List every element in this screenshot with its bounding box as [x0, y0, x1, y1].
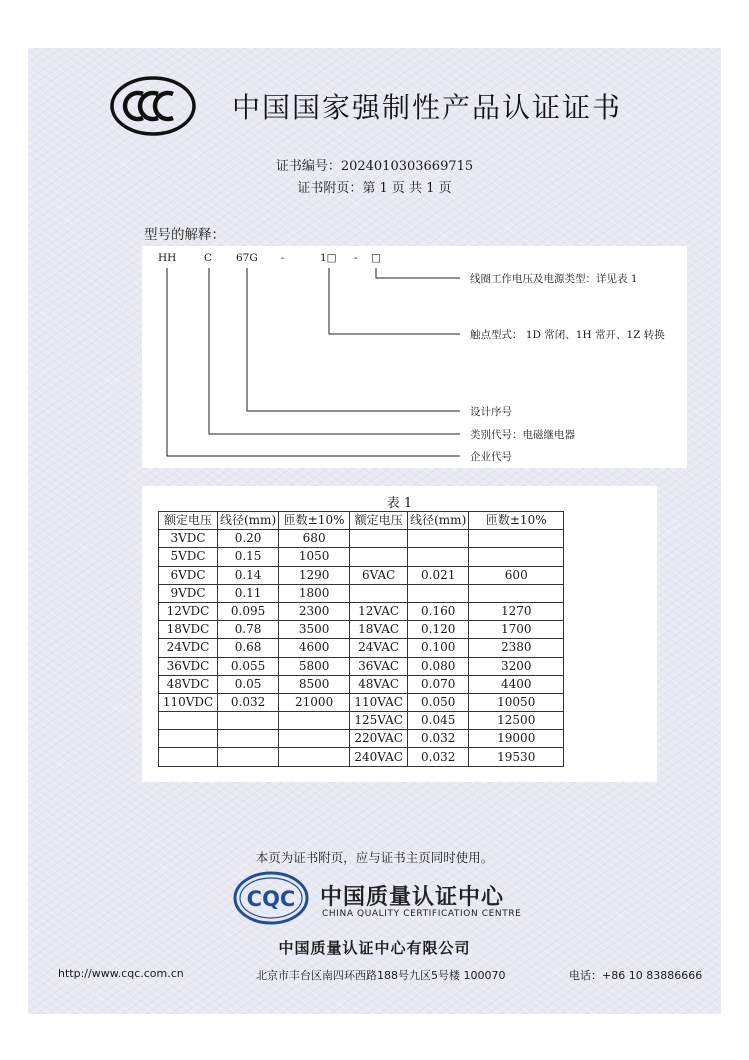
- table-row: [159, 675, 564, 693]
- table-cell: 4400: [469, 675, 564, 693]
- attachment-note: 本页为证书附页，应与证书主页同时使用。: [255, 850, 494, 865]
- explanation-design-serial: 设计序号: [470, 406, 512, 418]
- table-row: [159, 602, 564, 620]
- certificate-number: [0, 155, 749, 174]
- header-turns-dc: 匝数±10%: [279, 512, 350, 530]
- company-address: 北京市丰台区南四环西路188号九区5号楼 100070: [256, 969, 506, 982]
- table-cell: 21000: [279, 693, 350, 711]
- table-cell: 0.095: [218, 602, 279, 620]
- header-turns-ac: 匝数±10%: [469, 512, 564, 530]
- table-cell: 1050: [279, 548, 350, 566]
- table-cell: 12VAC: [350, 602, 408, 620]
- table-cell: [159, 748, 218, 766]
- model-part-c: C: [204, 252, 213, 264]
- table-cell: 0.070: [408, 675, 469, 693]
- explanation-category-code: 类别代号：电磁继电器: [470, 429, 575, 441]
- coil-spec-table-body: [159, 512, 564, 767]
- table-row: [159, 548, 564, 566]
- table-cell: 6VAC: [350, 566, 408, 584]
- table-cell: [159, 730, 218, 748]
- explanation-contact-type: 触点型式： 1D 常闭、1H 常开、1Z 转换: [470, 329, 665, 341]
- table-cell: 24VDC: [159, 639, 218, 657]
- table-row: [159, 566, 564, 584]
- table-cell: 0.045: [408, 712, 469, 730]
- table-header-row: [159, 512, 564, 530]
- certificate-number-label: 证书编号：: [275, 159, 341, 174]
- table-cell: [408, 548, 469, 566]
- table-cell: 12VDC: [159, 602, 218, 620]
- table-cell: [469, 530, 564, 548]
- table-cell: 0.100: [408, 639, 469, 657]
- table-cell: 0.055: [218, 657, 279, 675]
- model-part-hh: HH: [158, 252, 177, 264]
- model-part-67g: 67G: [236, 252, 258, 264]
- table-cell: 5800: [279, 657, 350, 675]
- table-cell: [279, 748, 350, 766]
- table-cell: 0.14: [218, 566, 279, 584]
- header-rated-voltage-dc: 额定电压: [159, 512, 218, 530]
- table-cell: 2380: [469, 639, 564, 657]
- table-cell: 1270: [469, 602, 564, 620]
- table-cell: [350, 530, 408, 548]
- table-cell: 0.032: [408, 730, 469, 748]
- table-cell: 19530: [469, 748, 564, 766]
- table-cell: [408, 584, 469, 602]
- table-row: [159, 584, 564, 602]
- explanation-enterprise-code: 企业代号: [470, 451, 512, 463]
- table-cell: [408, 530, 469, 548]
- table-cell: 0.20: [218, 530, 279, 548]
- table-cell: 36VAC: [350, 657, 408, 675]
- table-cell: [279, 712, 350, 730]
- table-cell: 240VAC: [350, 748, 408, 766]
- table-cell: 0.15: [218, 548, 279, 566]
- table-title: 表 1: [386, 496, 413, 511]
- model-explanation-diagram: [142, 246, 687, 468]
- table-cell: 0.032: [408, 748, 469, 766]
- table-cell: 0.05: [218, 675, 279, 693]
- table-cell: 0.120: [408, 621, 469, 639]
- model-part-dash-1: -: [281, 252, 285, 264]
- table-cell: 6VDC: [159, 566, 218, 584]
- table-cell: 110VAC: [350, 693, 408, 711]
- table-cell: 0.080: [408, 657, 469, 675]
- cqc-logo-icon: [232, 870, 310, 926]
- attachment-page-info: 证书附页：第 1 页 共 1 页: [297, 181, 452, 196]
- table-cell: 48VAC: [350, 675, 408, 693]
- table-cell: 220VAC: [350, 730, 408, 748]
- company-phone: 电话：+86 10 83886666: [569, 969, 703, 982]
- model-part-coil: □: [371, 252, 381, 264]
- model-explanation-heading: 型号的解释：: [144, 227, 225, 243]
- header-rated-voltage-ac: 额定电压: [350, 512, 408, 530]
- table-row: [159, 657, 564, 675]
- company-name: 中国质量认证中心有限公司: [278, 939, 471, 957]
- table-cell: 18VDC: [159, 621, 218, 639]
- table-cell: 4600: [279, 639, 350, 657]
- table-row: [159, 693, 564, 711]
- table-row: [159, 639, 564, 657]
- table-row: [159, 730, 564, 748]
- header-wire-diameter-ac: 线径(mm): [408, 512, 469, 530]
- table-cell: [218, 712, 279, 730]
- table-cell: 0.11: [218, 584, 279, 602]
- table-cell: 2300: [279, 602, 350, 620]
- table-cell: [469, 584, 564, 602]
- table-cell: 8500: [279, 675, 350, 693]
- table-row: [159, 530, 564, 548]
- coil-spec-table-panel: [142, 486, 657, 782]
- table-row: [159, 748, 564, 766]
- table-cell: 3200: [469, 657, 564, 675]
- header-wire-diameter-dc: 线径(mm): [218, 512, 279, 530]
- table-cell: 10050: [469, 693, 564, 711]
- table-cell: 0.050: [408, 693, 469, 711]
- table-cell: 48VDC: [159, 675, 218, 693]
- model-part-contact: 1□: [320, 252, 337, 264]
- table-row: [159, 712, 564, 730]
- website-url: http://www.cqc.com.cn: [58, 967, 184, 980]
- explanation-coil-voltage: 线圈工作电压及电源类型：详见表 1: [470, 273, 638, 285]
- certificate-title: 中国国家强制性产品认证证书: [232, 91, 623, 124]
- cqc-chinese-name: 中国质量认证中心: [320, 885, 505, 910]
- cqc-logo-text: CQC: [246, 887, 296, 911]
- table-cell: 680: [279, 530, 350, 548]
- table-cell: 0.78: [218, 621, 279, 639]
- table-cell: 24VAC: [350, 639, 408, 657]
- table-cell: 19000: [469, 730, 564, 748]
- table-cell: [469, 548, 564, 566]
- table-cell: 600: [469, 566, 564, 584]
- table-cell: [350, 548, 408, 566]
- table-cell: 1290: [279, 566, 350, 584]
- table-cell: 12500: [469, 712, 564, 730]
- table-cell: 110VDC: [159, 693, 218, 711]
- table-cell: [350, 584, 408, 602]
- coil-spec-table: [158, 511, 564, 767]
- table-cell: [159, 712, 218, 730]
- model-part-dash-2: -: [354, 252, 358, 264]
- table-cell: [218, 730, 279, 748]
- table-row: [159, 621, 564, 639]
- table-cell: 0.160: [408, 602, 469, 620]
- table-cell: 0.021: [408, 566, 469, 584]
- table-cell: [279, 730, 350, 748]
- table-cell: [218, 748, 279, 766]
- table-cell: 1800: [279, 584, 350, 602]
- table-cell: 125VAC: [350, 712, 408, 730]
- ccc-logo-icon: [110, 76, 196, 136]
- table-cell: 36VDC: [159, 657, 218, 675]
- table-cell: 0.032: [218, 693, 279, 711]
- table-cell: 0.68: [218, 639, 279, 657]
- certificate-number-value: 2024010303669715: [340, 159, 474, 174]
- table-cell: 5VDC: [159, 548, 218, 566]
- table-cell: 1700: [469, 621, 564, 639]
- cqc-english-name: CHINA QUALITY CERTIFICATION CENTRE: [322, 909, 522, 919]
- table-cell: 9VDC: [159, 584, 218, 602]
- table-cell: 18VAC: [350, 621, 408, 639]
- table-cell: 3500: [279, 621, 350, 639]
- table-cell: 3VDC: [159, 530, 218, 548]
